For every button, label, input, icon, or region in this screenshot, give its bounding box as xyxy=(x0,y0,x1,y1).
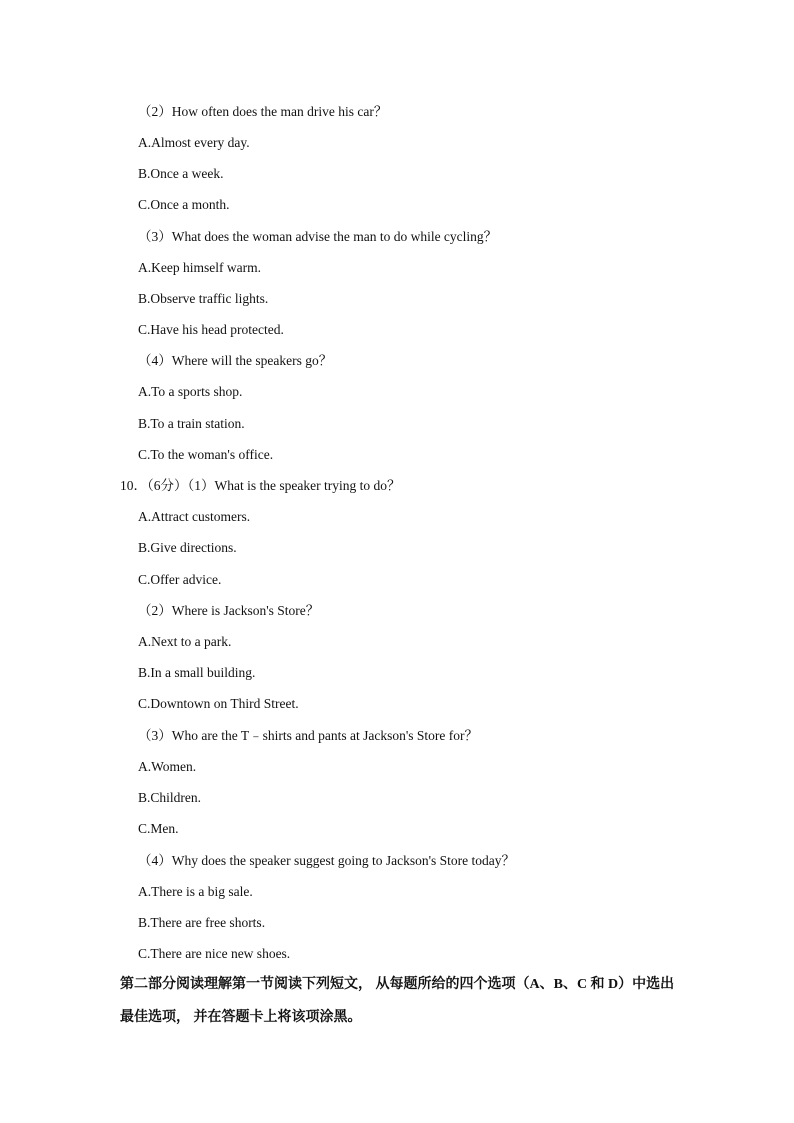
question-10-2-text: （2）Where is Jackson's Store？ xyxy=(138,603,320,618)
question-10-3-text: （3）Who are the T﹣shirts and pants at Jackson's Store for？ xyxy=(138,728,478,743)
option-10-2-b: B.In a small building. xyxy=(138,665,256,680)
option-10-3-a: A.Women. xyxy=(138,759,197,774)
option-10-3-c: C.Men. xyxy=(138,821,179,836)
question-9-3-text: （3）What does the woman advise the man to do while cycling？ xyxy=(138,229,498,244)
option-9-2-b: B.Once a week. xyxy=(138,166,224,181)
option-9-4-a: A.To a sports shop. xyxy=(138,384,243,399)
option-9-2-c: C.Once a month. xyxy=(138,197,230,212)
option-10-1-a: A.Attract customers. xyxy=(138,509,251,524)
option-10-2-c: C.Downtown on Third Street. xyxy=(138,696,299,711)
question-9-2-text: （2）How often does the man drive his car？ xyxy=(138,104,388,119)
option-10-4-a: A.There is a big sale. xyxy=(138,884,253,899)
option-10-4-b: B.There are free shorts. xyxy=(138,915,266,930)
question-10-4-text: （4）Why does the speaker suggest going to Jackson's Store today？ xyxy=(138,853,515,868)
option-9-3-b: B.Observe traffic lights. xyxy=(138,291,269,306)
part2-instructions-line1: 第二部分阅读理解第一节阅读下列短文， 从每题所给的四个选项（A、B、C 和 D）中选出 xyxy=(120,977,675,992)
question-10-header: 10．（6分）（1）What is the speaker trying to do？ xyxy=(120,478,401,493)
option-10-4-c: C.There are nice new shoes. xyxy=(138,946,291,961)
option-10-3-b: B.Children. xyxy=(138,790,201,805)
option-10-1-b: B.Give directions. xyxy=(138,540,237,555)
option-9-4-b: B.To a train station. xyxy=(138,416,245,431)
part2-instructions-line2: 最佳选项， 并在答题卡上将该项涂黑。 xyxy=(120,1010,362,1025)
option-9-3-c: C.Have his head protected. xyxy=(138,322,284,337)
option-9-2-a: A.Almost every day. xyxy=(138,135,250,150)
option-9-3-a: A.Keep himself warm. xyxy=(138,260,261,275)
option-10-2-a: A.Next to a park. xyxy=(138,634,232,649)
option-10-1-c: C.Offer advice. xyxy=(138,572,222,587)
question-9-4-text: （4）Where will the speakers go？ xyxy=(138,353,333,368)
option-9-4-c: C.To the woman's office. xyxy=(138,447,274,462)
